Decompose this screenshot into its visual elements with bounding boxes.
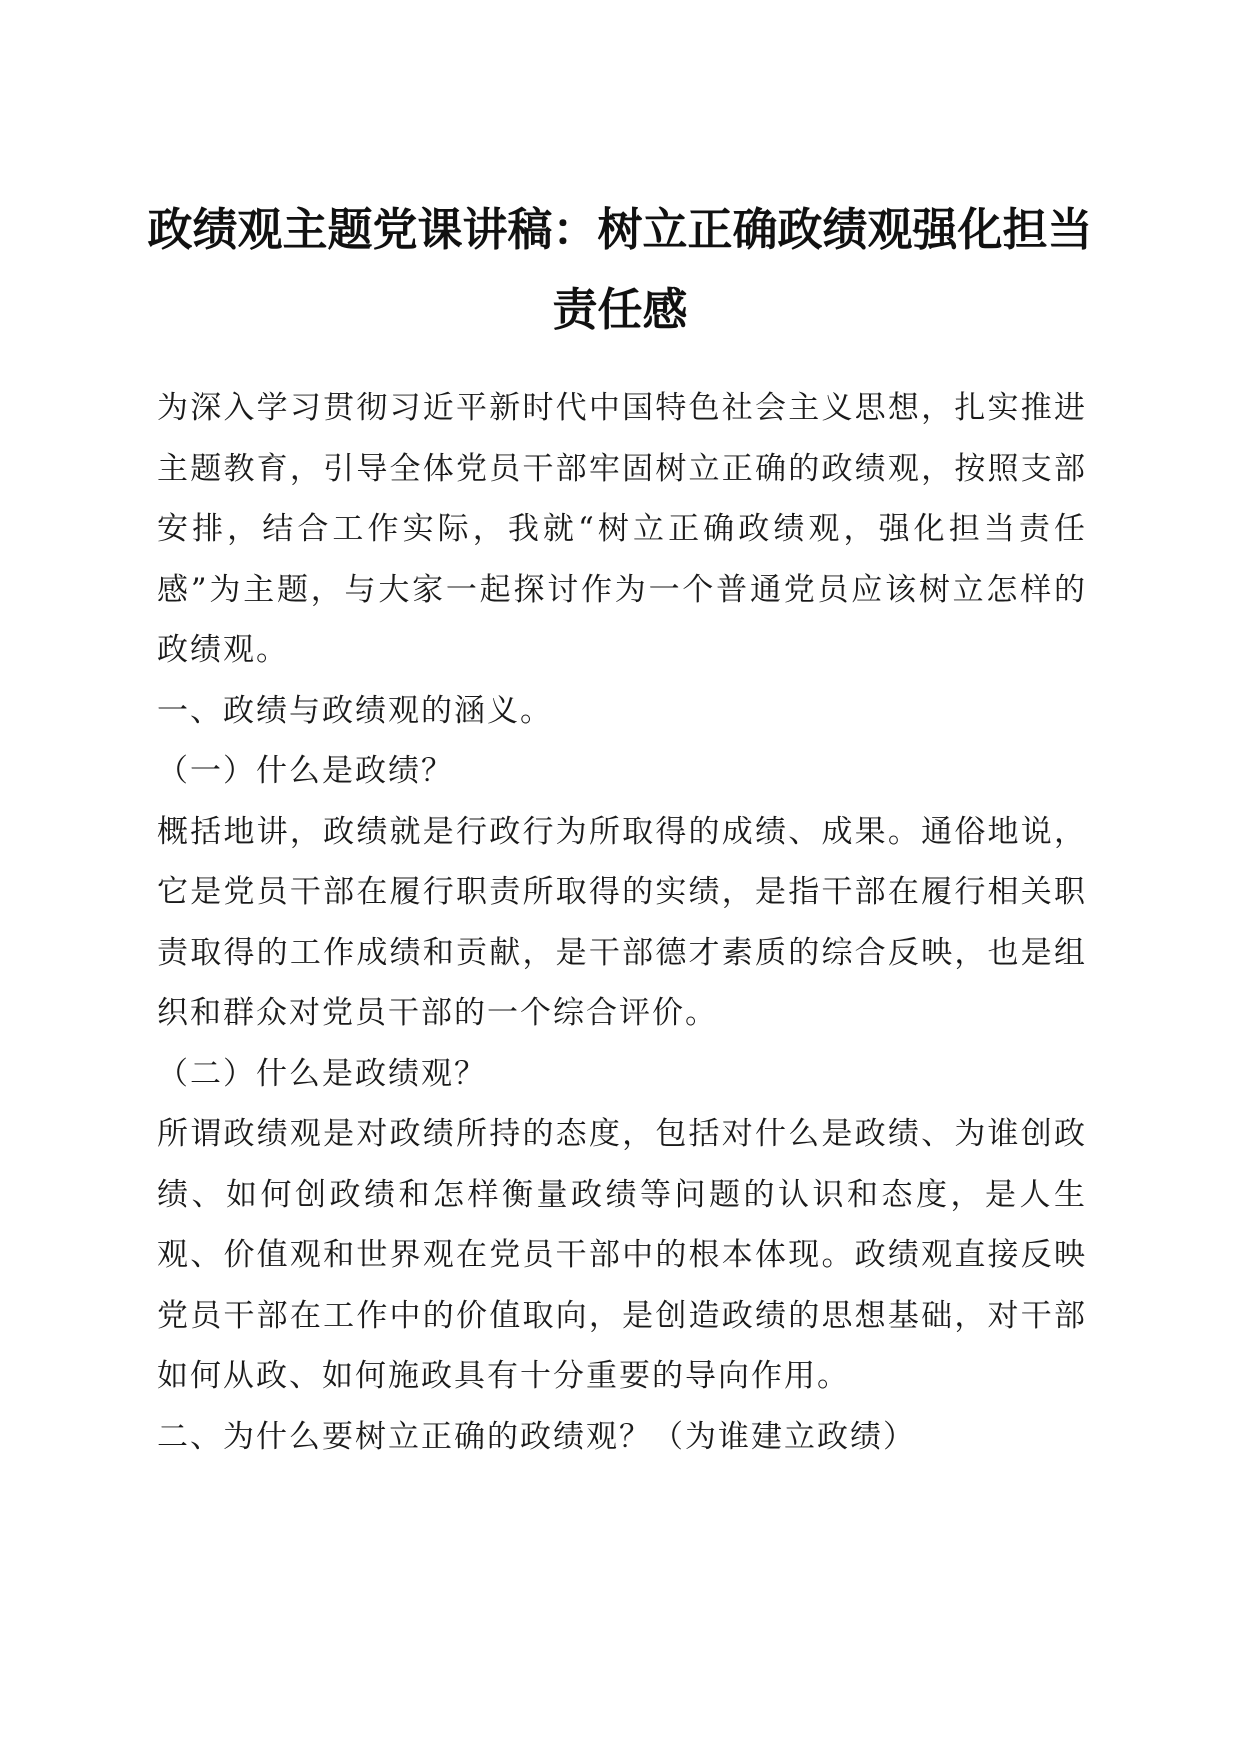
body-paragraph-1: 概括地讲，政绩就是行政行为所取得的成绩、成果。通俗地说，它是党员干部在履行职责所取得的实绩，是指干部在履行相关职责取得的工作成绩和贡献，是干部德才素质的综合反映，也是组织和群众对党员干部的一个综合评价。	[157, 813, 1087, 1031]
subsection-heading-1: （一）什么是政绩？	[157, 753, 454, 789]
subsection-heading-2: （二）什么是政绩观？	[157, 1055, 487, 1092]
document-body	[157, 378, 1087, 1467]
section-heading-1: 一、政绩与政绩观的涵义。	[157, 692, 553, 729]
section-heading-2: 二、为什么要树立正确的政绩观？（为谁建立政绩）	[157, 1418, 916, 1455]
body-paragraph-2: 所谓政绩观是对政绩所持的态度，包括对什么是政绩、为谁创政绩、如何创政绩和怎样衡量政绩等问题的认识和态度，是人生观、价值观和世界观在党员干部中的根本体现。政绩观直接反映党员干部在工作中的价值取向，是创造政绩的思想基础，对干部如何从政、如何施政具有十分重要的导向作用。	[157, 1116, 1087, 1394]
intro-paragraph: 为深入学习贯彻习近平新时代中国特色社会主义思想，扎实推进主题教育，引导全体党员干部牢固树立正确的政绩观，按照支部安排，结合工作实际，我就“树立正确政绩观，强化担当责任感”为主题，与大家一起探讨作为一个普通党员应该树立怎样的政绩观。	[157, 390, 1087, 668]
document-title: 政绩观主题党课讲稿：树立正确政绩观强化担当责任感	[147, 203, 1093, 336]
